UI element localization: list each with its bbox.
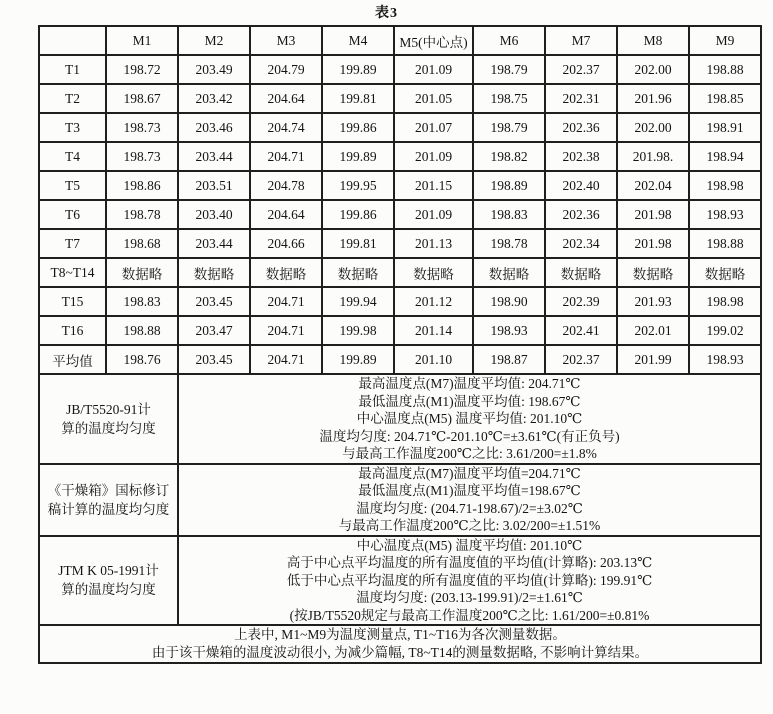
column-header: M3: [250, 26, 322, 55]
table-cell: 199.02: [689, 316, 761, 345]
table-cell: 数据略: [545, 258, 617, 287]
column-header: M6: [473, 26, 545, 55]
table-cell: 198.93: [473, 316, 545, 345]
table-cell: 198.78: [473, 229, 545, 258]
calc-section-label-line: 算的温度均匀度: [61, 582, 156, 598]
table-body: [39, 55, 761, 374]
table-cell: 201.09: [394, 55, 473, 84]
table-cell: 198.87: [473, 345, 545, 374]
table-cell: 202.41: [545, 316, 617, 345]
footer-note: [39, 625, 761, 663]
table-cell: 202.38: [545, 142, 617, 171]
row-label: T8~T14: [39, 258, 106, 287]
calc-section-row: [39, 374, 761, 464]
table-cell: 199.98: [322, 316, 394, 345]
calc-line: 最低温度点(M1)温度平均值: 198.67℃: [358, 393, 581, 409]
table-cell: 198.88: [689, 55, 761, 84]
table-cell: 201.12: [394, 287, 473, 316]
row-label: T5: [39, 171, 106, 200]
table-cell: 199.81: [322, 229, 394, 258]
table-cell: 201.98.: [617, 142, 689, 171]
table-row: [39, 84, 761, 113]
table-row: [39, 200, 761, 229]
calc-line: 与最高工作温度200℃之比: 3.02/200=±1.51%: [338, 518, 601, 533]
column-header: M4: [322, 26, 394, 55]
calc-section-label-line: 稿计算的温度均匀度: [47, 501, 170, 517]
row-label: T16: [39, 316, 106, 345]
table-cell: 198.89: [473, 171, 545, 200]
calc-section-label-line: JB/T5520-91计: [66, 401, 151, 417]
row-label: T7: [39, 229, 106, 258]
table-cell: 202.00: [617, 55, 689, 84]
row-label: T6: [39, 200, 106, 229]
table-cell: 数据略: [106, 258, 178, 287]
table-cell: 198.85: [689, 84, 761, 113]
calc-section-label: [39, 536, 178, 626]
table-cell: 201.09: [394, 200, 473, 229]
table-cell: 203.44: [178, 229, 250, 258]
table-cell: 198.76: [106, 345, 178, 374]
calc-sections: [39, 374, 761, 663]
calc-line: 温度均匀度: 204.71℃-201.10℃=±3.61℃(有正负号): [319, 428, 620, 444]
row-label: T1: [39, 55, 106, 84]
table-cell: 199.89: [322, 142, 394, 171]
table-cell: 201.09: [394, 142, 473, 171]
calc-section-label-line: 《干燥箱》国标修订: [47, 482, 170, 498]
table-cell: 199.94: [322, 287, 394, 316]
table-cell: 203.45: [178, 345, 250, 374]
table-cell: 198.98: [689, 287, 761, 316]
table-row: [39, 171, 761, 200]
table-cell: 201.96: [617, 84, 689, 113]
column-header: M8: [617, 26, 689, 55]
table-cell: 203.44: [178, 142, 250, 171]
table-cell: 199.89: [322, 55, 394, 84]
column-header: M1: [106, 26, 178, 55]
table-cell: 198.82: [473, 142, 545, 171]
footer-line: 上表中, M1~M9为温度测量点, T1~T16为各次测量数据。: [234, 627, 566, 642]
page-title: 表3: [375, 6, 398, 21]
table-cell: 204.79: [250, 55, 322, 84]
table-cell: 201.99: [617, 345, 689, 374]
calc-line: 与最高工作温度200℃之比: 3.61/200=±1.8%: [342, 446, 597, 461]
table-cell: 198.93: [689, 200, 761, 229]
table-cell: 198.72: [106, 55, 178, 84]
table-cell: 204.74: [250, 113, 322, 142]
table-cell: 201.13: [394, 229, 473, 258]
table-cell: 198.86: [106, 171, 178, 200]
column-header: M7: [545, 26, 617, 55]
table-cell: 198.67: [106, 84, 178, 113]
column-header: M2: [178, 26, 250, 55]
table-cell: 203.40: [178, 200, 250, 229]
row-label: 平均值: [39, 345, 106, 374]
calc-section-label: [39, 464, 178, 536]
calc-section-label-line: JTM K 05-1991计: [58, 563, 159, 579]
table-cell: 201.07: [394, 113, 473, 142]
table-cell: 201.93: [617, 287, 689, 316]
calc-section-label: [39, 374, 178, 464]
calc-line: 最高温度点(M7)温度平均值: 204.71℃: [358, 376, 581, 391]
calc-line: 最高温度点(M7)温度平均值=204.71℃: [358, 465, 581, 481]
calc-section-content: [178, 464, 761, 536]
calc-line: 温度均匀度: (204.71-198.67)/2=±3.02℃: [356, 500, 583, 516]
row-label: T15: [39, 287, 106, 316]
table-cell: 198.78: [106, 200, 178, 229]
table-cell: 198.73: [106, 113, 178, 142]
table-cell: 201.05: [394, 84, 473, 113]
table-cell: 198.93: [689, 345, 761, 374]
calc-section-row: [39, 464, 761, 536]
table-cell: 198.83: [106, 287, 178, 316]
table-row: [39, 316, 761, 345]
table-cell: 数据略: [322, 258, 394, 287]
table-cell: 203.42: [178, 84, 250, 113]
table-cell: 201.98: [617, 229, 689, 258]
table-cell: 数据略: [617, 258, 689, 287]
calc-line: 中心温度点(M5) 温度平均值: 201.10℃: [356, 411, 583, 426]
table-row: [39, 142, 761, 171]
table-cell: 198.79: [473, 55, 545, 84]
row-label: T3: [39, 113, 106, 142]
table-cell: 204.64: [250, 200, 322, 229]
table-cell: 198.73: [106, 142, 178, 171]
table-cell: 202.37: [545, 345, 617, 374]
table-cell: 198.88: [106, 316, 178, 345]
calc-section-row: [39, 536, 761, 626]
table-cell: 198.94: [689, 142, 761, 171]
table-cell: 199.89: [322, 345, 394, 374]
table-cell: 203.45: [178, 287, 250, 316]
table-cell: 204.78: [250, 171, 322, 200]
table-cell: 202.31: [545, 84, 617, 113]
table-cell: 202.00: [617, 113, 689, 142]
table-cell: 198.90: [473, 287, 545, 316]
calc-section-content: [178, 536, 761, 626]
table-cell: 198.79: [473, 113, 545, 142]
footer-line: 由于该干燥箱的温度波动很小, 为减少篇幅, T8~T14的测量数据略, 不影响计算结果。: [151, 645, 649, 660]
table-cell: 203.49: [178, 55, 250, 84]
table-cell: 201.14: [394, 316, 473, 345]
table-cell: 201.98: [617, 200, 689, 229]
table-cell: 202.36: [545, 113, 617, 142]
calc-line: (按JB/T5520规定与最高工作温度200℃之比: 1.61/200=±0.81%: [289, 607, 650, 623]
footer-row: [39, 625, 761, 663]
table-cell: 199.95: [322, 171, 394, 200]
row-label: T4: [39, 142, 106, 171]
row-label: T2: [39, 84, 106, 113]
table-cell: 198.75: [473, 84, 545, 113]
table-cell: 202.36: [545, 200, 617, 229]
table-cell: 204.71: [250, 142, 322, 171]
table-cell: 202.34: [545, 229, 617, 258]
table-cell: 204.66: [250, 229, 322, 258]
table-row: [39, 345, 761, 374]
calc-line: 高于中心点平均温度的所有温度值的平均值(计算略): 203.13℃: [286, 555, 653, 570]
table-cell: 203.46: [178, 113, 250, 142]
table-cell: 198.83: [473, 200, 545, 229]
table-row: [39, 55, 761, 84]
table-cell: 202.37: [545, 55, 617, 84]
calc-line: 中心温度点(M5) 温度平均值: 201.10℃: [356, 537, 583, 553]
table-cell: 数据略: [473, 258, 545, 287]
table-cell: 203.51: [178, 171, 250, 200]
table-row: [39, 287, 761, 316]
table-cell: 202.40: [545, 171, 617, 200]
column-header: M9: [689, 26, 761, 55]
table-cell: 204.71: [250, 287, 322, 316]
table-cell: 数据略: [689, 258, 761, 287]
calc-line: 温度均匀度: (203.13-199.91)/2=±1.61℃: [356, 590, 583, 605]
table-cell: 198.88: [689, 229, 761, 258]
table-cell: 199.86: [322, 200, 394, 229]
table-cell: 199.81: [322, 84, 394, 113]
table-cell: 202.39: [545, 287, 617, 316]
table-cell: 204.71: [250, 345, 322, 374]
table-cell: 204.71: [250, 316, 322, 345]
table-cell: 202.01: [617, 316, 689, 345]
table-cell: 198.98: [689, 171, 761, 200]
table-row: [39, 229, 761, 258]
table-cell: 202.04: [617, 171, 689, 200]
calc-section-content: [178, 374, 761, 464]
table-cell: 198.68: [106, 229, 178, 258]
table-cell: 198.91: [689, 113, 761, 142]
table-cell: 201.15: [394, 171, 473, 200]
table-cell: 数据略: [394, 258, 473, 287]
table-cell: 199.86: [322, 113, 394, 142]
measurement-table: [38, 25, 762, 664]
calc-line: 最低温度点(M1)温度平均值=198.67℃: [358, 483, 581, 498]
table-row: [39, 258, 761, 287]
table-cell: 数据略: [250, 258, 322, 287]
calc-section-label-line: 算的温度均匀度: [61, 420, 156, 436]
table-cell: 203.47: [178, 316, 250, 345]
header-row: [39, 26, 761, 55]
calc-line: 低于中心点平均温度的所有温度值的平均值(计算略): 199.91℃: [286, 572, 653, 588]
corner-header: [39, 26, 106, 55]
table-cell: 204.64: [250, 84, 322, 113]
table-cell: 数据略: [178, 258, 250, 287]
column-header: M5(中心点): [394, 26, 473, 55]
table-cell: 201.10: [394, 345, 473, 374]
table-row: [39, 113, 761, 142]
